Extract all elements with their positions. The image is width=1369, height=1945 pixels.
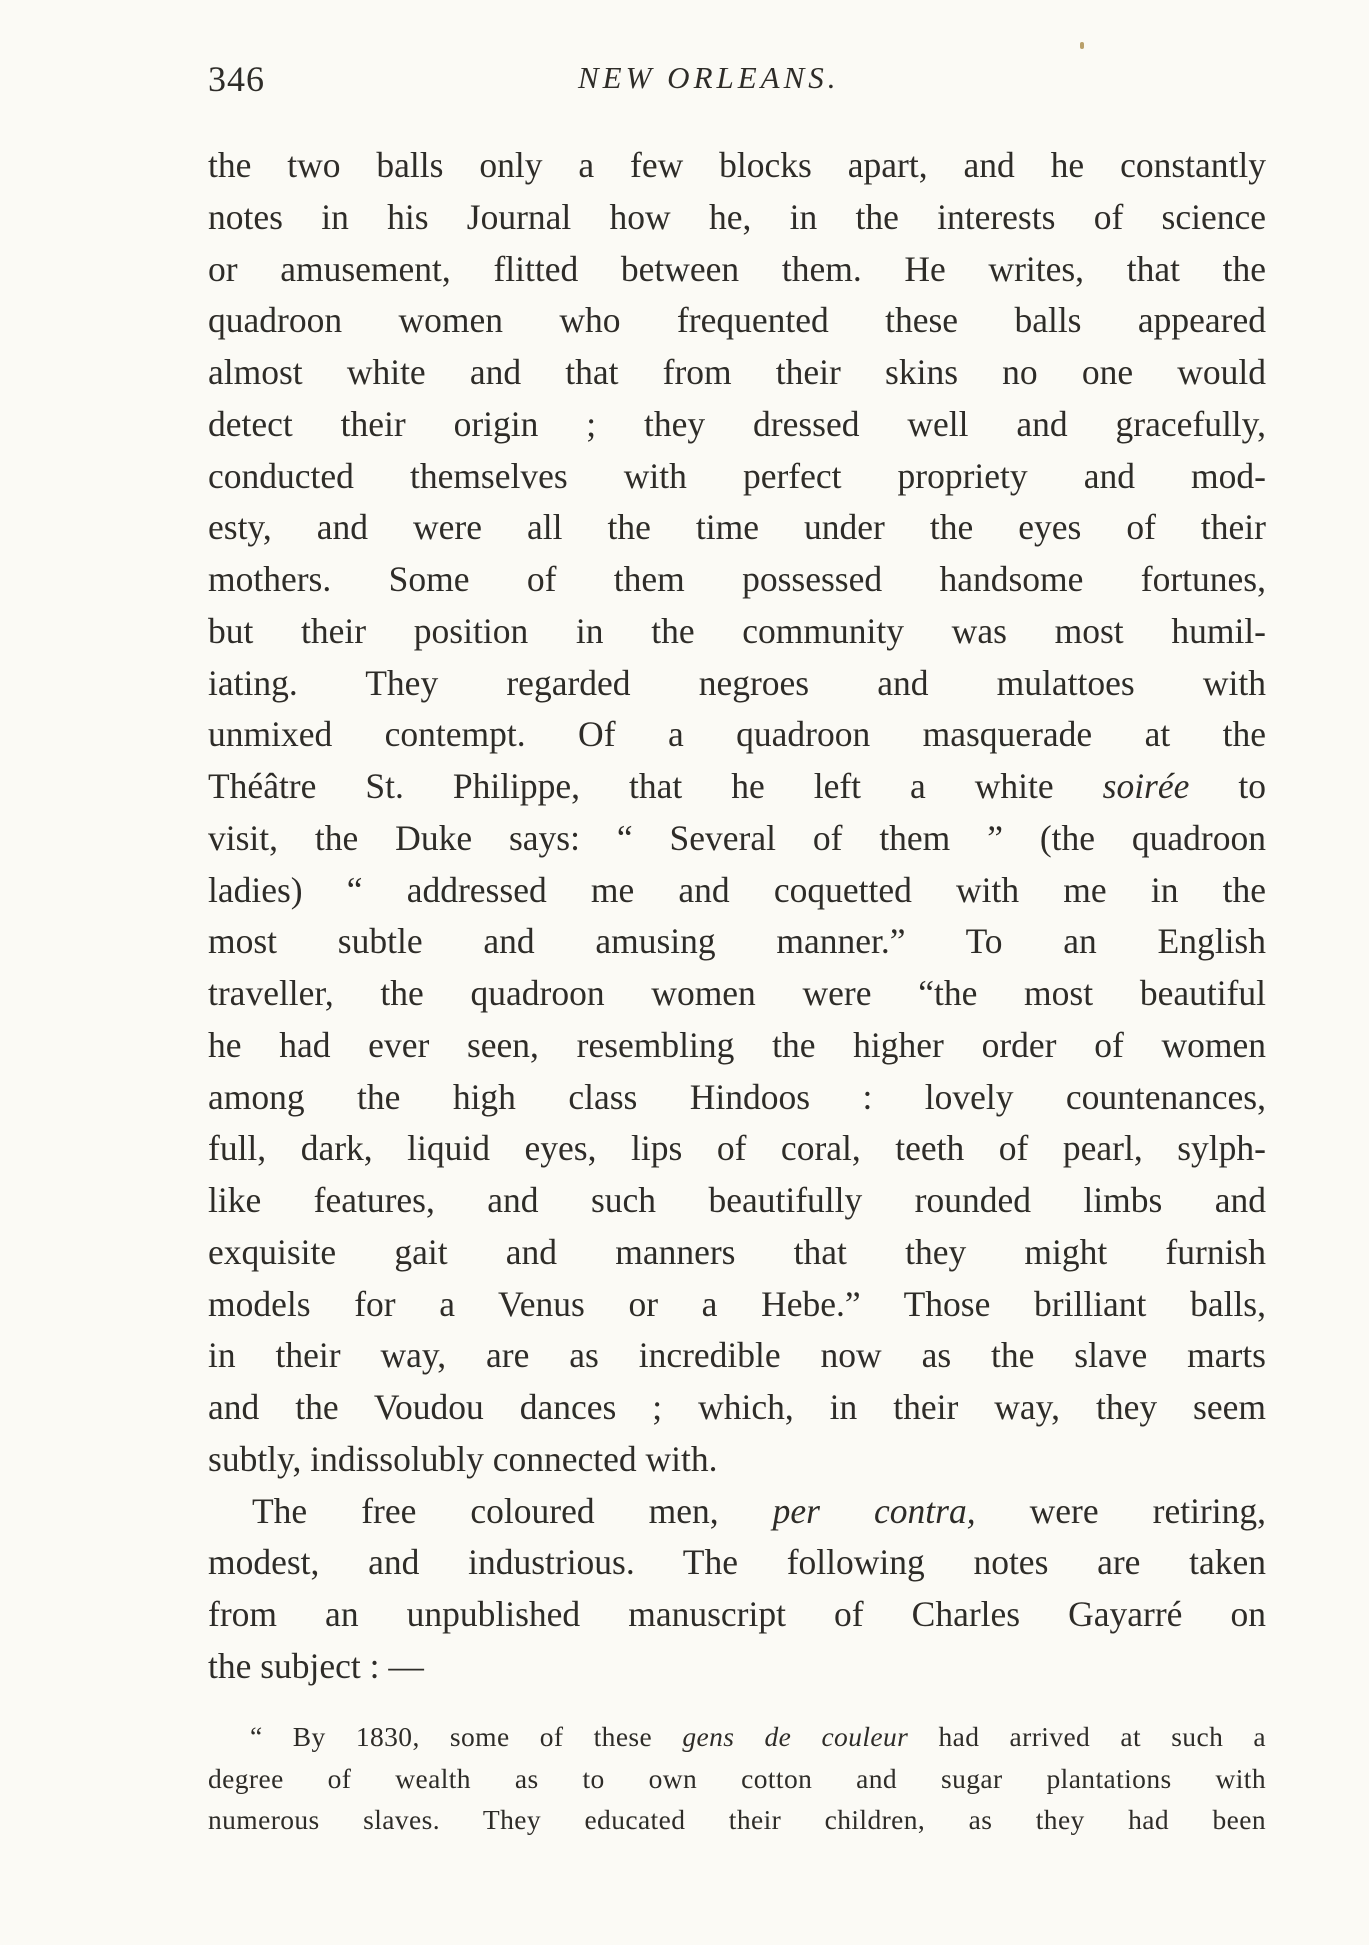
text-line: he had ever seen, resembling the higher order of women bbox=[208, 1024, 1266, 1065]
text-line: ladies) “ addressed me and coquetted with me in the bbox=[208, 869, 1266, 910]
text-run: The free coloured men, bbox=[252, 1490, 773, 1531]
text-line: like features, and such beautifully rounded limbs and bbox=[208, 1180, 1266, 1220]
block-quote bbox=[208, 1716, 1266, 1841]
text-run: had arrived at such a bbox=[908, 1721, 1266, 1752]
text-run: were retiring, bbox=[975, 1490, 1266, 1531]
quote-line: numerous slaves. They educated their children, as they had been bbox=[208, 1804, 1266, 1835]
text-line: unmixed contempt. Of a quadroon masquerade at the bbox=[208, 714, 1266, 755]
text-line bbox=[208, 761, 1266, 813]
quote-line bbox=[208, 1716, 1266, 1758]
text-line: almost white and that from their skins no one would bbox=[208, 352, 1266, 392]
body-text bbox=[208, 140, 1266, 1693]
text-line: mothers. Some of them possessed handsome fortunes, bbox=[208, 559, 1266, 599]
text-line: modest, and industrious. The following notes are taken bbox=[208, 1542, 1266, 1583]
text-line: in their way, are as incredible now as the slave marts bbox=[208, 1335, 1266, 1376]
italic-phrase: per contra, bbox=[772, 1490, 976, 1531]
text-line: iating. They regarded negroes and mulattoes with bbox=[208, 662, 1266, 703]
text-run: Théâtre St. Philippe, that he left a white bbox=[208, 766, 1103, 806]
text-run: to bbox=[1189, 766, 1266, 806]
text-line: traveller, the quadroon women were “the most beautiful bbox=[208, 973, 1266, 1013]
italic-phrase: gens de couleur bbox=[682, 1721, 909, 1752]
text-line: and the Voudou dances ; which, in their way, they seem bbox=[208, 1387, 1266, 1427]
paragraph-end-line: subtly, indissolubly connected with. bbox=[208, 1438, 718, 1479]
paragraph-end-line: the subject : — bbox=[208, 1645, 424, 1686]
ink-speck bbox=[1080, 42, 1084, 49]
text-line: among the high class Hindoos : lovely countenances, bbox=[208, 1076, 1266, 1117]
text-line: from an unpublished manuscript of Charles Gayarré on bbox=[208, 1594, 1266, 1634]
text-line: visit, the Duke says: “ Several of them ” (the quadroon bbox=[208, 817, 1266, 858]
text-line: full, dark, liquid eyes, lips of coral, teeth of pearl, sylph- bbox=[208, 1128, 1266, 1169]
text-line: but their position in the community was most humil- bbox=[208, 610, 1266, 651]
text-line: conducted themselves with perfect propriety and mod- bbox=[208, 455, 1266, 496]
text-line: notes in his Journal how he, in the interests of science bbox=[208, 196, 1266, 237]
italic-word: soirée bbox=[1102, 766, 1190, 806]
text-line: esty, and were all the time under the eyes of their bbox=[208, 507, 1266, 548]
text-line: the two balls only a few blocks apart, and he constantly bbox=[208, 145, 1266, 185]
text-line: detect their origin ; they dressed well and gracefully, bbox=[208, 403, 1266, 444]
running-head: NEW ORLEANS. bbox=[578, 60, 840, 95]
text-run: “ By 1830, some of these bbox=[250, 1721, 683, 1752]
text-line: most subtle and amusing manner.” To an English bbox=[208, 921, 1266, 962]
text-line: quadroon women who frequented these balls appeared bbox=[208, 300, 1266, 341]
page-header bbox=[208, 58, 1268, 108]
quote-line: degree of wealth as to own cotton and sugar plantations with bbox=[208, 1762, 1266, 1794]
text-line: exquisite gait and manners that they might furnish bbox=[208, 1231, 1266, 1272]
text-line: models for a Venus or a Hebe.” Those brilliant balls, bbox=[208, 1283, 1266, 1324]
text-line: or amusement, flitted between them. He writes, that the bbox=[208, 248, 1266, 289]
page-number: 346 bbox=[208, 59, 265, 99]
paragraph-start-line bbox=[208, 1486, 1266, 1538]
